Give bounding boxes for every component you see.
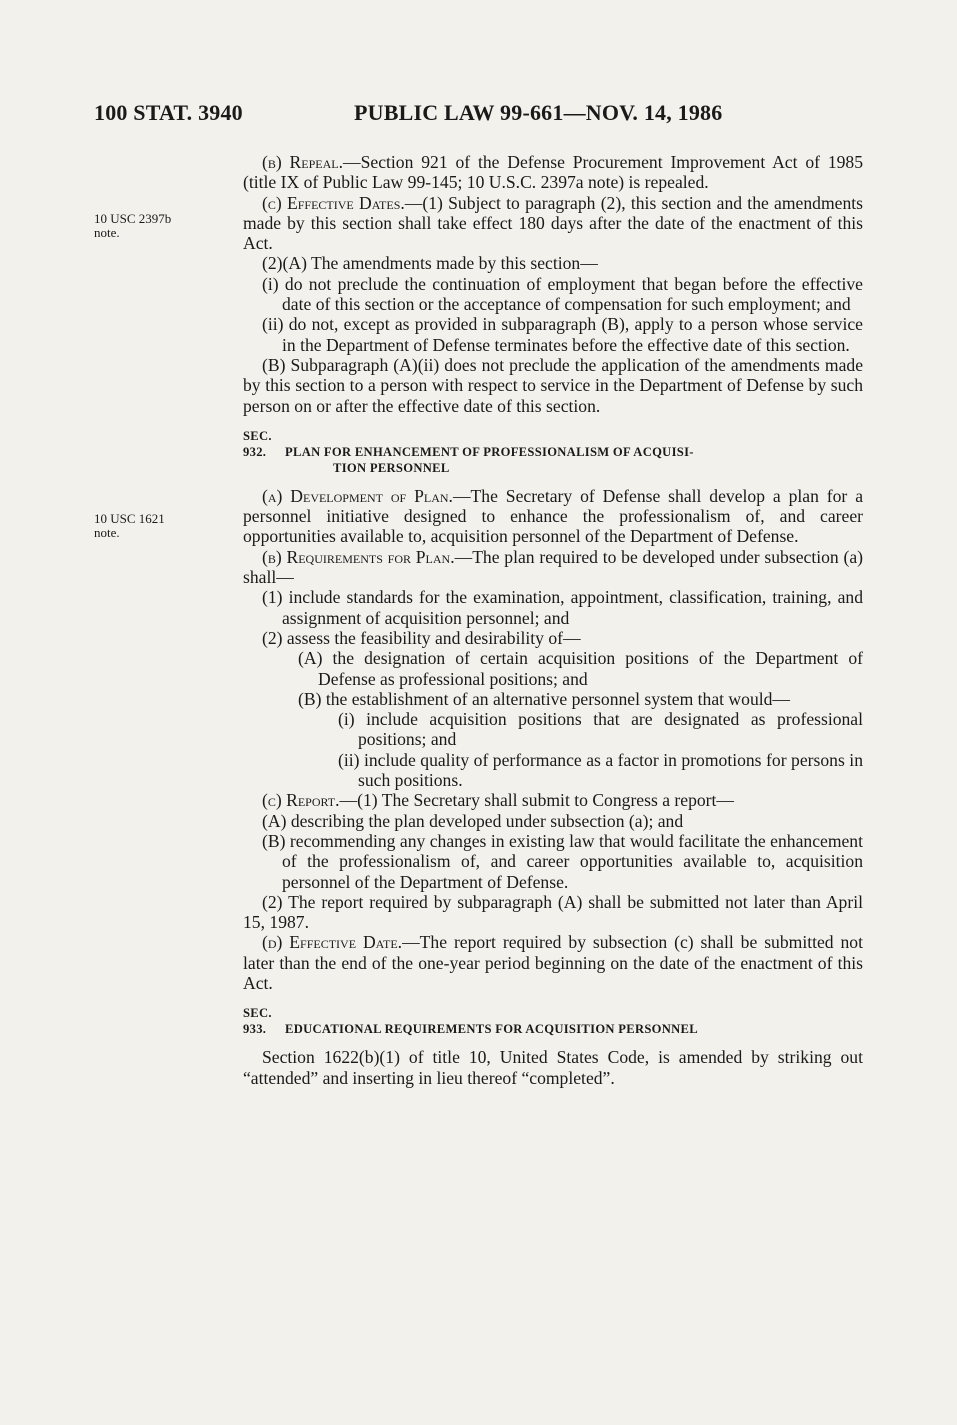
subsection-heading: (d) Effective Date. [262, 932, 403, 953]
paragraph-development-of-plan [243, 486, 863, 547]
margin-note-2397b [94, 212, 171, 240]
paragraph-2A: (2)(A) The amendments made by this section— [262, 253, 598, 274]
clause-b2A: (A) the designation of certain acquisition positions of the Department of Defense as professional positions; and [298, 648, 863, 689]
margin-note-line: 10 USC 1621 [94, 511, 165, 526]
section-title: PLAN FOR ENHANCEMENT OF PROFESSIONALISM OF ACQUISI- [285, 444, 694, 459]
paragraph-requirements-for-plan [243, 547, 863, 588]
margin-note-line: 10 USC 2397b [94, 211, 172, 226]
subsection-heading: (c) Effective Dates. [262, 192, 405, 213]
paragraph-report [243, 790, 863, 810]
clause-b2Bi: (i) include acquisition positions that are designated as professional positions; and [338, 709, 863, 750]
stat-citation: 100 STAT. 3940 [94, 100, 243, 125]
margin-note-1621 [94, 512, 165, 540]
paragraph-repeal [243, 152, 863, 193]
document-body [243, 152, 863, 1088]
section-title: EDUCATIONAL REQUIREMENTS FOR ACQUISITION PERSONNEL [285, 1022, 698, 1037]
paragraph-text: —The Secretary of Defense shall develop a plan for a personnel initiative designed to enhance the professionalism of, and career opportunities available to, acquisition personnel of the Department of Defense. [243, 485, 863, 547]
section-heading-933 [243, 1005, 863, 1037]
subsection-heading: (b) Repeal. [262, 152, 344, 172]
clause-b2B: (B) the establishment of an alternative personnel system that would— [298, 688, 791, 709]
paragraph-text: —Section 921 of the Defense Procurement Improvement Act of 1985 (title IX of Public Law 99-145; 10 U.S.C. 2397a note) is repealed. [243, 152, 864, 193]
paragraph-c2: (2) The report required by subparagraph (A) shall be submitted not later than April 15, 1987. [243, 891, 863, 933]
public-law-title: PUBLIC LAW 99-661—NOV. 14, 1986 [354, 100, 723, 125]
margin-note-line: note. [94, 225, 120, 240]
paragraph-effective-dates [243, 193, 863, 254]
subsection-heading: (c) Report. [262, 790, 340, 811]
paragraph-sec933: Section 1622(b)(1) of title 10, United States Code, is amended by striking out “attended” and inserting in lieu thereof “completed”. [243, 1047, 863, 1088]
clause-cB: (B) recommending any changes in existing law that would facilitate the enhancement of the professionalism of, and career opportunities available to, acquisition personnel of the Department of Defense. [262, 830, 863, 892]
clause-b2: (2) assess the feasibility and desirability of— [262, 627, 581, 648]
section-heading-932 [243, 428, 863, 476]
clause-b1: (1) include standards for the examination, appointment, classification, training, and assignment of acquisition personnel; and [262, 587, 863, 628]
section-number: SEC. 932. [243, 428, 272, 459]
paragraph-text: —(1) The Secretary shall submit to Congress a report— [339, 790, 735, 811]
clause-2Aii: (ii) do not, except as provided in subparagraph (B), apply to a person whose service in the Department of Defense terminates before the effective date of this section. [262, 314, 863, 355]
clause-cA: (A) describing the plan developed under subsection (a); and [262, 810, 684, 831]
clause-b2Bii: (ii) include quality of performance as a factor in promotions for persons in such positions. [338, 749, 863, 791]
clause-2Ai: (i) do not preclude the continuation of employment that began before the effective date of this section or the acceptance of compensation for such employment; and [262, 273, 863, 315]
paragraph-text: —The report required by subsection (c) shall be submitted not later than the end of the one-year period beginning on the date of the enactment of this Act. [243, 932, 863, 993]
paragraph-effective-date [243, 932, 863, 993]
margin-note-line: note. [94, 525, 120, 540]
paragraph-text: —(1) Subject to paragraph (2), this section and the amendments made by this section shall take effect 180 days after the date of the enactment of this Act. [243, 192, 863, 254]
paragraph-text: —The plan required to be developed under subsection (a) shall— [243, 546, 863, 588]
section-title-continued: TION PERSONNEL [333, 460, 450, 475]
section-number: SEC. 933. [243, 1006, 272, 1037]
paragraph-2B: (B) Subparagraph (A)(ii) does not preclude the application of the amendments made by this section to a person with respect to service in the Department of Defense by such person on or after the effective date of this section. [243, 354, 863, 416]
subsection-heading: (b) Requirements for Plan. [262, 546, 455, 567]
subsection-heading: (a) Development of Plan. [262, 485, 453, 506]
